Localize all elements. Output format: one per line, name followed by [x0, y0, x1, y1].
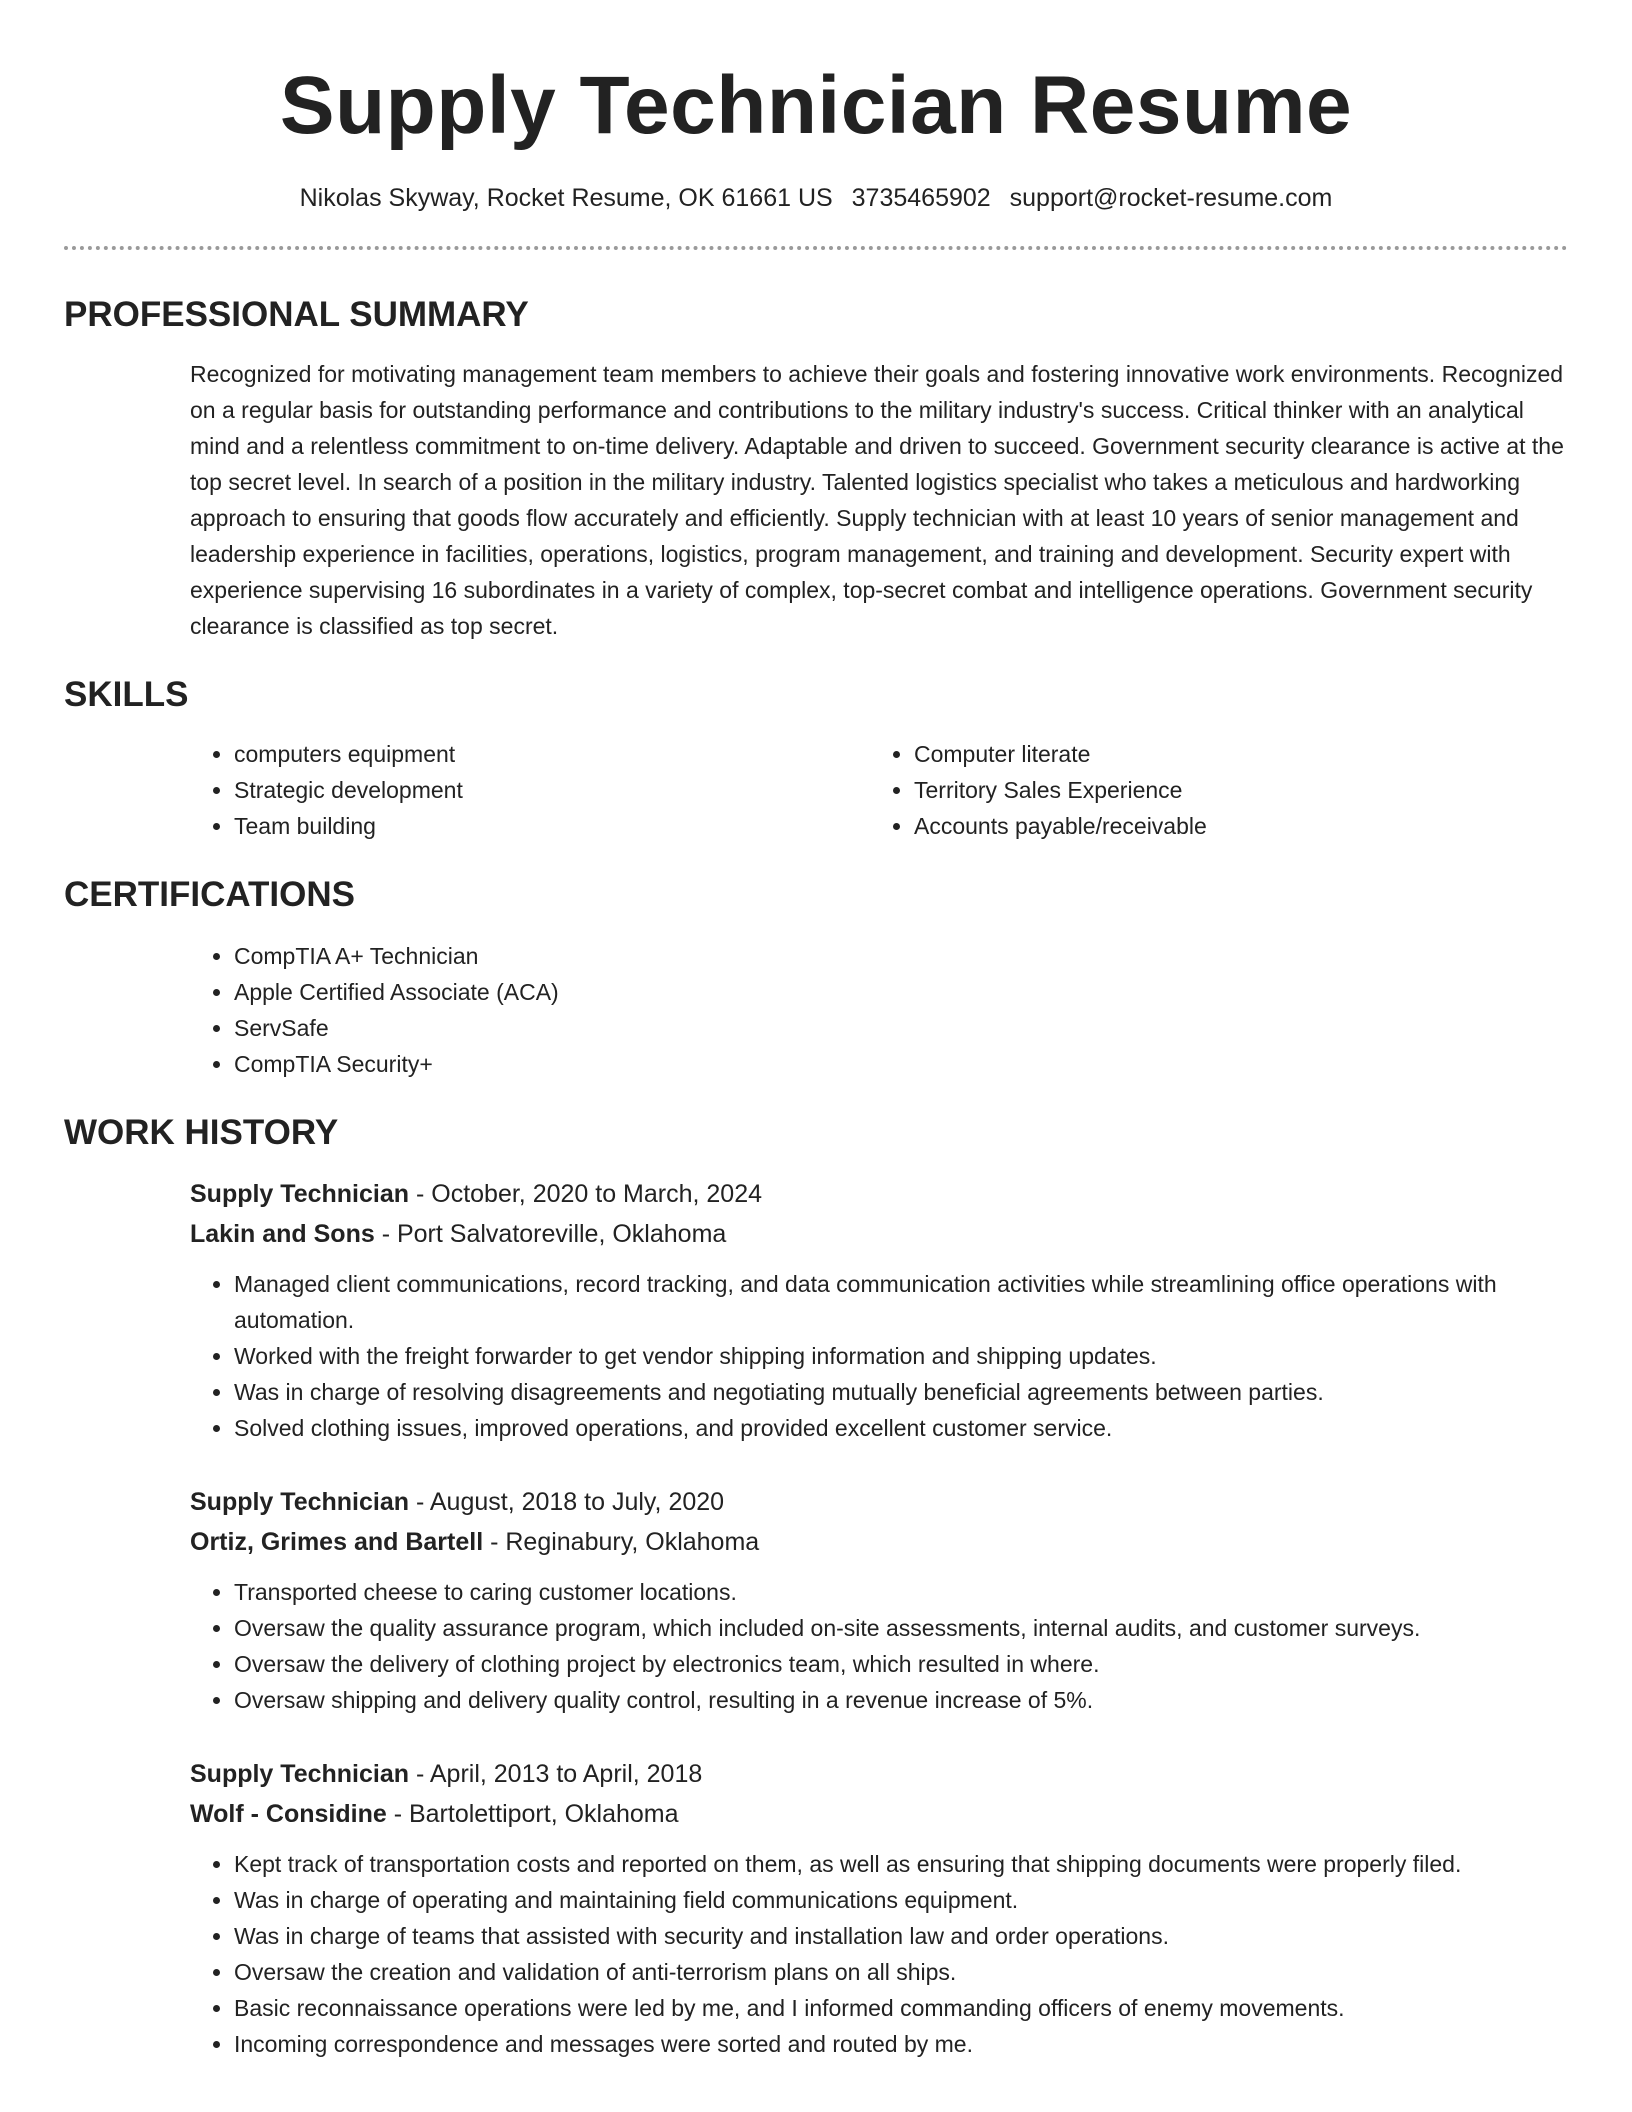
- skills-list-right: [870, 736, 1550, 844]
- job-dates: - August, 2018 to July, 2020: [409, 1488, 725, 1516]
- job-bullets: [190, 1846, 1568, 2062]
- summary-section: [190, 356, 1568, 644]
- job-bullet: • Kept track of transportation costs and reported on them, as well as ensuring that shipping documents were properly filed.: [234, 1846, 1568, 1882]
- job-location: - Port Salvatoreville, Oklahoma: [374, 1220, 727, 1248]
- job-dates: - April, 2013 to April, 2018: [409, 1760, 703, 1788]
- summary-text: Recognized for motivating management team members to achieve their goals and fostering innovative work environments. Recognized on a regular basis for outstanding performance and contributions to the military industry's success. Critical thinker with an analytical mind and a relentless commitment to on-time delivery. Adaptable and driven to succeed. Government security clearance is active at the top secret level. In search of a position in the military industry. Talented logistics specialist who takes a meticulous and hardworking approach to ensuring that goods flow accurately and efficiently. Supply technician with at least 10 years of senior management and leadership experience in facilities, operations, logistics, program management, and training and development. Security expert with experience supervising 16 subordinates in a variety of complex, top-secret combat and intelligence operations. Government security clearance is classified as top secret.: [190, 361, 1564, 639]
- job-entry: [190, 1174, 1568, 1446]
- section-title-summary: PROFESSIONAL SUMMARY: [64, 295, 529, 334]
- contact-email: support@rocket-resume.com: [1009, 184, 1333, 212]
- job-bullet: • Oversaw the delivery of clothing project by electronics team, which resulted in where.: [234, 1646, 1568, 1682]
- job-company: Lakin and Sons: [190, 1220, 375, 1248]
- job-dates: - October, 2020 to March, 2024: [409, 1180, 763, 1208]
- job-title-line: [190, 1754, 1568, 1794]
- skill-item: • Territory Sales Experience: [914, 772, 1550, 808]
- skill-item: • Strategic development: [234, 772, 870, 808]
- job-title-line: [190, 1482, 1568, 1522]
- job-entry: [190, 1754, 1568, 2062]
- skills-list-left: [190, 736, 870, 844]
- job-bullet: • Oversaw the quality assurance program, which included on-site assessments, internal audits, and customer surveys.: [234, 1610, 1568, 1646]
- resume-title: Supply Technician Resume: [279, 60, 1353, 151]
- job-company-line: [190, 1214, 1568, 1254]
- skill-item: • Computer literate: [914, 736, 1550, 772]
- skill-item: • computers equipment: [234, 736, 870, 772]
- section-title-certifications: CERTIFICATIONS: [64, 875, 356, 914]
- job-bullet: • Transported cheese to caring customer locations.: [234, 1574, 1568, 1610]
- skill-item: • Accounts payable/receivable: [914, 808, 1550, 844]
- section-title-skills: SKILLS: [64, 675, 189, 714]
- skills-section: [190, 736, 1568, 844]
- contact-address: Nikolas Skyway, Rocket Resume, OK 61661 US: [299, 184, 833, 212]
- certifications-section: [190, 938, 1568, 1082]
- job-company-line: [190, 1794, 1568, 1834]
- job-bullet: • Incoming correspondence and messages were sorted and routed by me.: [234, 2026, 1568, 2062]
- header-divider: [64, 246, 1568, 250]
- job-bullet: • Was in charge of resolving disagreements and negotiating mutually beneficial agreements between parties.: [234, 1374, 1568, 1410]
- job-bullets: [190, 1574, 1568, 1718]
- job-bullet: • Worked with the freight forwarder to get vendor shipping information and shipping updates.: [234, 1338, 1568, 1374]
- job-bullet: • Oversaw the creation and validation of anti-terrorism plans on all ships.: [234, 1954, 1568, 1990]
- job-bullet: • Oversaw shipping and delivery quality control, resulting in a revenue increase of 5%.: [234, 1682, 1568, 1718]
- job-title: Supply Technician: [190, 1760, 410, 1788]
- job-bullet: • Solved clothing issues, improved operations, and provided excellent customer service.: [234, 1410, 1568, 1446]
- job-title: Supply Technician: [190, 1180, 410, 1208]
- job-location: - Bartolettiport, Oklahoma: [386, 1800, 679, 1828]
- job-entry: [190, 1482, 1568, 1718]
- certification-item: • CompTIA A+ Technician: [234, 938, 1568, 974]
- section-title-work-history: WORK HISTORY: [64, 1113, 339, 1152]
- job-title: Supply Technician: [190, 1488, 410, 1516]
- certification-item: • ServSafe: [234, 1010, 1568, 1046]
- job-location: - Reginabury, Oklahoma: [483, 1528, 760, 1556]
- job-bullets: [190, 1266, 1568, 1446]
- contact-phone: 3735465902: [851, 184, 991, 212]
- job-title-line: [190, 1174, 1568, 1214]
- job-bullet: • Was in charge of operating and maintaining field communications equipment.: [234, 1882, 1568, 1918]
- contact-line: [64, 182, 1568, 214]
- certifications-list: [190, 938, 1568, 1082]
- skill-item: • Team building: [234, 808, 870, 844]
- job-company: Ortiz, Grimes and Bartell: [190, 1528, 484, 1556]
- job-company-line: [190, 1522, 1568, 1562]
- job-bullet: • Managed client communications, record tracking, and data communication activities while streamlining office operations with automation.: [234, 1266, 1568, 1338]
- certification-item: • CompTIA Security+: [234, 1046, 1568, 1082]
- job-company: Wolf - Considine: [190, 1800, 387, 1828]
- job-bullet: • Was in charge of teams that assisted with security and installation law and order operations.: [234, 1918, 1568, 1954]
- resume-page: [64, 0, 1568, 2062]
- certification-item: • Apple Certified Associate (ACA): [234, 974, 1568, 1010]
- job-bullet: • Basic reconnaissance operations were led by me, and I informed commanding officers of enemy movements.: [234, 1990, 1568, 2026]
- work-history-section: [190, 1174, 1568, 2062]
